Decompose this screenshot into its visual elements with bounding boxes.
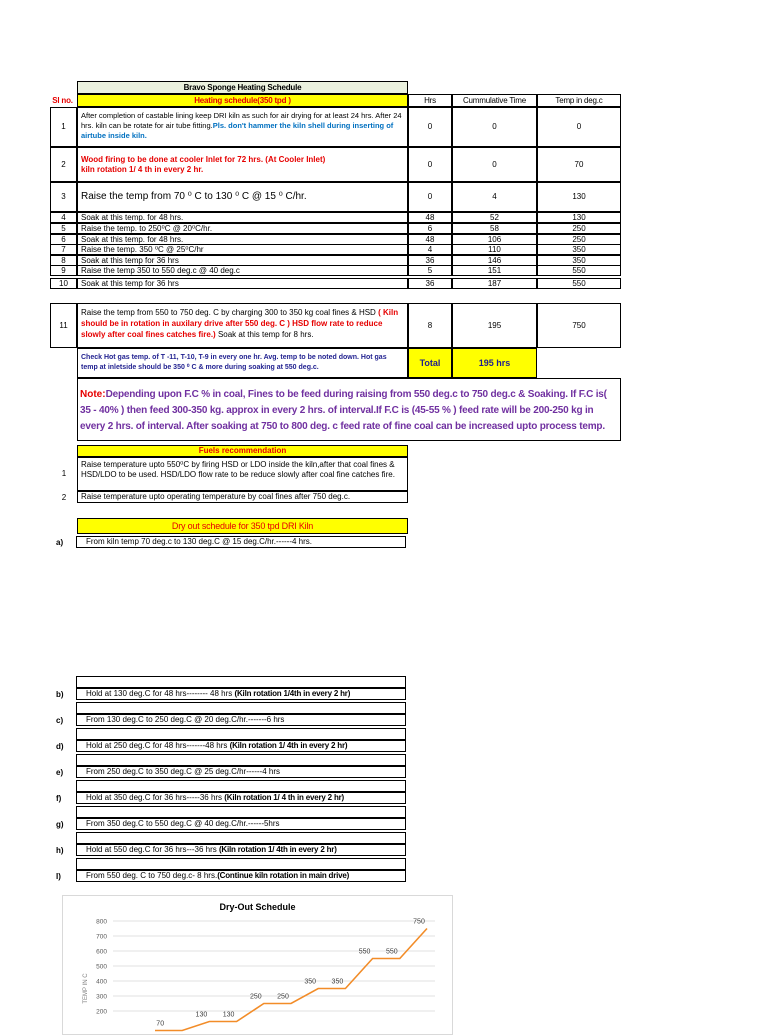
check-note: Check Hot gas temp. of T -11, T-10, T-9 in every one hr. Avg. temp to be noted down. Hot gas temp at inletside should be 350 ⁰ C & more during soaking at 550 deg.c. <box>77 348 408 378</box>
row-hrs: 6 <box>408 223 452 234</box>
row-text-cell <box>77 107 408 147</box>
data-label: 350 <box>331 978 344 986</box>
row-hrs: 8 <box>408 303 452 348</box>
row-cum: 4 <box>452 182 537 212</box>
row-text: Soak at this temp for 36 hrs <box>77 255 408 266</box>
dryout-blank-row <box>76 702 406 714</box>
dryout-letter: c) <box>56 716 64 725</box>
data-label: 250 <box>277 993 289 1001</box>
schedule-title: Bravo Sponge Heating Schedule <box>77 81 408 94</box>
dryout-step <box>76 792 406 804</box>
row-temp: 0 <box>537 107 621 147</box>
dryout-letter: f) <box>56 794 62 803</box>
warning-text: Pls. don't hammer the kiln shell during inserting of airtube inside kiln. <box>81 121 394 140</box>
y-tick-label: 600 <box>96 948 107 956</box>
row-text: Soak at this temp. for 48 hrs. <box>77 212 408 223</box>
dryout-blank-row <box>76 728 406 740</box>
row-temp: 350 <box>537 244 621 255</box>
fuel-text: Raise temperature upto 550⁰C by firing HSD or LDO inside the kiln,after that coal fines & HSD/LDO to be used. HSD/LDO flow rate to be reduce slowly after coal fine catches fire. <box>77 457 408 491</box>
row-sl-cell: 2 <box>50 147 77 182</box>
y-axis-label: TEMP IN C <box>83 973 89 1004</box>
dryout-step <box>76 740 406 752</box>
dryout-step <box>76 714 406 726</box>
y-tick-label: 200 <box>96 1008 107 1016</box>
row-hrs: 0 <box>408 107 452 147</box>
row-hrs: 36 <box>408 255 452 266</box>
dryout-step-text: From 550 deg. C to 750 deg.c- 8 hrs. <box>86 871 218 880</box>
row-temp: 350 <box>537 255 621 266</box>
row-cum: 195 <box>452 303 537 348</box>
total-value: 195 hrs <box>452 348 537 378</box>
row-temp: 70 <box>537 147 621 182</box>
chart-plot <box>63 896 454 1036</box>
row-text: Soak at this temp for 36 hrs <box>77 278 408 289</box>
row-text: Soak at this temp. for 48 hrs. <box>77 234 408 245</box>
row-hrs: 48 <box>408 212 452 223</box>
header-cum: Cummulative Time <box>452 94 537 107</box>
dryout-title: Dry out schedule for 350 tpd DRI Kiln <box>77 518 408 534</box>
row-cum: 151 <box>452 265 537 276</box>
row-text: Raise the temp. to 250⁰C @ 20⁰C/hr. <box>77 223 408 234</box>
note-box <box>77 378 621 441</box>
fuel-text: Raise temperature upto operating temperature by coal fines after 750 deg.c. <box>77 491 408 503</box>
row-cum: 106 <box>452 234 537 245</box>
dryout-step-note: (Kiln rotation 1/ 4th in every 2 hr) <box>229 741 348 750</box>
row-hrs: 36 <box>408 278 452 289</box>
dryout-step <box>76 766 406 778</box>
chart-title: Dry-Out Schedule <box>219 902 296 912</box>
dryout-step-text: From 250 deg.C to 350 deg.C @ 25 deg.C/hr------4 hrs <box>86 767 280 776</box>
row-cum: 146 <box>452 255 537 266</box>
dryout-step-note: (Kiln rotation 1/4th in every 2 hr) <box>234 689 351 698</box>
row-text-cell <box>77 147 408 182</box>
data-label: 750 <box>413 918 425 926</box>
row-temp: 250 <box>537 234 621 245</box>
dryout-blank-row <box>76 780 406 792</box>
header-sl: Sl no. <box>52 96 73 105</box>
row-text: Wood firing to be done at cooler Inlet for 72 hrs. (At Cooler Inlet) <box>81 155 326 164</box>
row-temp: 250 <box>537 223 621 234</box>
dryout-step <box>76 818 406 830</box>
row-text: Raise the temp from 70 ⁰ C to 130 ⁰ C @ 15 ⁰ C/hr. <box>77 182 408 212</box>
dryout-blank-row <box>76 832 406 844</box>
row-temp: 550 <box>537 278 621 289</box>
dryout-chart <box>62 895 453 1035</box>
row-text: Raise the temp. 350 ⁰C @ 25⁰C/hr <box>77 244 408 255</box>
row-hrs: 4 <box>408 244 452 255</box>
note-label: Note: <box>80 389 106 400</box>
dryout-step-text: Hold at 130 deg.C for 48 hrs-------- 48 hrs <box>86 689 235 698</box>
dryout-step-text: Hold at 550 deg.C for 36 hrs---36 hrs <box>86 845 219 854</box>
row-temp: 130 <box>537 212 621 223</box>
y-tick-label: 300 <box>96 993 107 1001</box>
dryout-letter: b) <box>56 690 64 699</box>
fuel-sl: 2 <box>61 493 67 502</box>
data-label: 250 <box>249 993 262 1001</box>
dryout-letter: a) <box>56 538 64 547</box>
row-hrs: 5 <box>408 265 452 276</box>
row-sl-cell: 11 <box>50 303 77 348</box>
row-cum: 0 <box>452 107 537 147</box>
data-label: 130 <box>195 1011 208 1019</box>
y-tick-label: 400 <box>96 978 107 986</box>
row-sl-cell: 8 <box>50 255 77 266</box>
dryout-blank-row <box>76 806 406 818</box>
dryout-blank-row <box>76 676 406 688</box>
dryout-step-text: From 130 deg.C to 250 deg.C @ 20 deg.C/hr.-------6 hrs <box>86 715 285 724</box>
row-hrs: 48 <box>408 234 452 245</box>
data-label: 550 <box>358 948 371 956</box>
dryout-step-text: Hold at 250 deg.C for 48 hrs-------48 hrs <box>86 741 230 750</box>
row-sl-cell: 6 <box>50 234 77 245</box>
row-hrs: 0 <box>408 182 452 212</box>
dryout-step-text: Hold at 350 deg.C for 36 hrs-----36 hrs <box>86 793 225 802</box>
header-temp: Temp in deg.c <box>537 94 621 107</box>
dryout-step-note: (Kiln rotation 1/ 4th in every 2 hr) <box>218 845 337 854</box>
dryout-step-note: (Continue kiln rotation in main drive) <box>217 871 350 880</box>
dryout-step <box>76 688 406 700</box>
warning-text: ( Kiln should be in rotation in auxilary drive after 550 deg. C ) HSD flow rate to reduce slowly after coal fines catches fire.) <box>81 308 399 339</box>
y-tick-label: 500 <box>96 963 107 971</box>
header-schedule: Heating schedule(350 tpd ) <box>77 94 408 107</box>
row-sl-cell: 7 <box>50 244 77 255</box>
note-text: Depending upon F.C % in coal, Fines to be feed during raising from 550 deg.c to 750 deg.c & Soaking. If F.C is( 35 - 40% ) then feed 300-350 kg. approx in every 2 hrs. of interval.If F.C is (45-55 % ) feed rate will be 200-250 kg in every 2 hrs. of interval. After soaking at 750 to 800 deg. c feed rate of fine coal can be increased upto process temp. <box>80 389 607 432</box>
dryout-letter: h) <box>56 846 64 855</box>
row-temp: 130 <box>537 182 621 212</box>
dryout-blank-row <box>76 754 406 766</box>
data-label: 350 <box>304 978 317 986</box>
data-label: 130 <box>222 1011 235 1019</box>
y-tick-label: 800 <box>96 918 107 926</box>
row-text: kiln rotation 1/ 4 th in every 2 hr. <box>81 165 204 174</box>
row-text: Raise the temp from 550 to 750 deg. C by charging 300 to 350 kg coal fines & HSD <box>81 308 376 317</box>
row-text: Raise the temp 350 to 550 deg.c @ 40 deg.c <box>77 265 408 276</box>
row-cum: 187 <box>452 278 537 289</box>
dryout-letter: I) <box>56 872 61 881</box>
row-cum: 110 <box>452 244 537 255</box>
fuel-sl: 1 <box>61 469 67 478</box>
dryout-step-text: From 350 deg.C to 550 deg.C @ 40 deg.C/hr.------5hrs <box>86 819 280 828</box>
dryout-step <box>76 870 406 882</box>
row-sl-cell: 10 <box>50 278 77 289</box>
row-cum: 58 <box>452 223 537 234</box>
fuels-title: Fuels recommendation <box>77 445 408 457</box>
row-cum: 52 <box>452 212 537 223</box>
row-temp: 750 <box>537 303 621 348</box>
dryout-letter: e) <box>56 768 64 777</box>
row-cum: 0 <box>452 147 537 182</box>
row-sl-cell: 5 <box>50 223 77 234</box>
data-label: 550 <box>385 948 398 956</box>
row-temp: 550 <box>537 265 621 276</box>
row-sl-cell: 3 <box>50 182 77 212</box>
dryout-letter: g) <box>56 820 64 829</box>
y-tick-label: 700 <box>96 933 107 941</box>
total-label: Total <box>408 348 452 378</box>
row-text: After completion of castable lining keep DRI kiln as such for air drying for at least 24 hrs. After 24 hrs. kiln can be rotate for air tube fitting. <box>81 111 402 130</box>
header-hrs: Hrs <box>408 94 452 107</box>
dryout-step <box>76 844 406 856</box>
dryout-step-note: (Kiln rotation 1/ 4 th in every 2 hr) <box>224 793 345 802</box>
data-label: 70 <box>156 1020 165 1028</box>
row-hrs: 0 <box>408 147 452 182</box>
dryout-blank-row <box>76 858 406 870</box>
row-sl-cell: 9 <box>50 265 77 276</box>
dryout-step <box>76 536 406 548</box>
row-sl-cell: 1 <box>50 107 77 147</box>
row-sl-cell: 4 <box>50 212 77 223</box>
row-text: Soak at this temp for 8 hrs. <box>215 330 314 339</box>
dryout-step-text: From kiln temp 70 deg.c to 130 deg.C @ 15 deg.C/hr.------4 hrs. <box>86 537 312 546</box>
row-text-cell <box>77 303 408 348</box>
dryout-letter: d) <box>56 742 64 751</box>
